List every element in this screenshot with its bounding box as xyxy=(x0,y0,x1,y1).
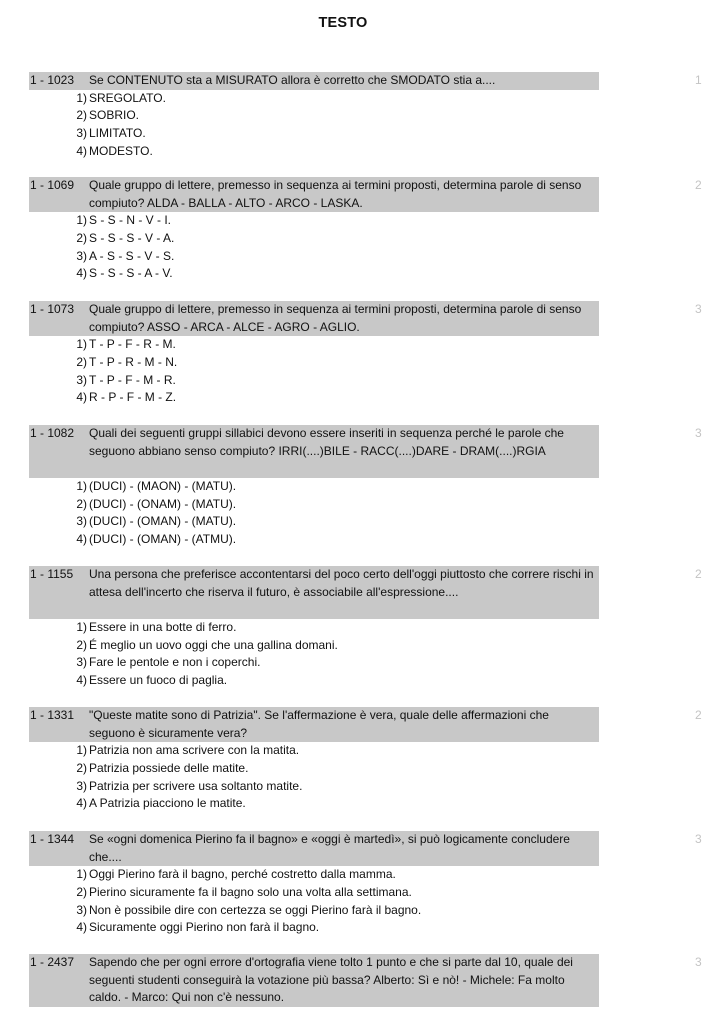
answer-number: 1) xyxy=(76,620,87,635)
answer-option xyxy=(29,919,724,937)
question-item xyxy=(29,425,724,549)
answer-number: 4) xyxy=(76,143,87,158)
answer-number: 4) xyxy=(76,920,87,935)
answer-number: 2) xyxy=(76,231,87,246)
answer-text: S - S - S - A - V. xyxy=(89,266,173,281)
answer-text: Pierino sicuramente fa il bagno solo una volta alla settimana. xyxy=(89,885,412,900)
question-text-wrap xyxy=(89,566,599,619)
question-item xyxy=(29,707,724,813)
question-points: 3 xyxy=(695,832,702,846)
answer-option xyxy=(29,884,724,902)
answer-option xyxy=(29,866,724,884)
question-id: 1 - 1344 xyxy=(30,832,75,846)
blank-line xyxy=(89,460,595,478)
question-item xyxy=(29,954,724,1007)
answer-option xyxy=(29,513,724,531)
answer-text: SREGOLATO. xyxy=(89,90,166,105)
answer-list xyxy=(29,866,724,937)
question-text: Se CONTENUTO sta a MISURATO allora è corretto che SMODATO stia a.... xyxy=(89,73,496,87)
answer-number: 4) xyxy=(76,796,87,811)
answer-number: 2) xyxy=(76,355,87,370)
question-item xyxy=(29,831,724,937)
answer-number: 1) xyxy=(76,479,87,494)
answer-option xyxy=(29,336,724,354)
answer-text: A Patrizia piacciono le matite. xyxy=(89,796,246,811)
question-header xyxy=(29,425,599,478)
answer-text: S - S - N - V - I. xyxy=(89,213,172,228)
answer-text: R - P - F - M - Z. xyxy=(89,390,177,405)
answer-option xyxy=(29,90,724,108)
answer-number: 4) xyxy=(76,390,87,405)
question-points: 2 xyxy=(695,708,702,722)
answer-option xyxy=(29,125,724,143)
question-header xyxy=(29,831,599,866)
answer-text: Oggi Pierino farà il bagno, perché costretto dalla mamma. xyxy=(89,867,396,882)
answer-option xyxy=(29,637,724,655)
question-points: 3 xyxy=(695,426,702,440)
answer-option xyxy=(29,265,724,283)
question-header xyxy=(29,566,599,619)
question-points: 3 xyxy=(695,955,702,969)
answer-option xyxy=(29,372,724,390)
answer-option xyxy=(29,531,724,549)
answer-number: 3) xyxy=(76,514,87,529)
question-id: 1 - 1155 xyxy=(30,567,74,581)
answer-option xyxy=(29,778,724,796)
answer-number: 3) xyxy=(76,248,87,263)
answer-list xyxy=(29,478,724,549)
question-text: Una persona che preferisce accontentarsi del poco certo dell'oggi piuttosto che correre rischi in attesa dell'incerto che riserva il futuro, è associabile all'espressione.... xyxy=(89,567,594,599)
question-id: 1 - 1073 xyxy=(30,302,75,316)
answer-option xyxy=(29,902,724,920)
question-header xyxy=(29,707,599,742)
answer-list xyxy=(29,619,724,690)
answer-option xyxy=(29,760,724,778)
answer-text: MODESTO. xyxy=(89,143,153,158)
question-text: "Queste matite sono di Patrizia". Se l'affermazione è vera, quale delle affermazioni che seguono è sicuramente vera? xyxy=(89,708,549,740)
page-title: TESTO xyxy=(318,15,368,31)
answer-option xyxy=(29,795,724,813)
question-points: 2 xyxy=(695,567,702,581)
answer-option xyxy=(29,389,724,407)
answer-number: 1) xyxy=(76,337,87,352)
question-points: 3 xyxy=(695,302,702,316)
answer-option xyxy=(29,354,724,372)
answer-option xyxy=(29,672,724,690)
answer-text: Patrizia non ama scrivere con la matita. xyxy=(89,743,300,758)
answer-text: (DUCI) - (MAON) - (MATU). xyxy=(89,479,237,494)
question-item xyxy=(29,177,724,283)
answer-text: Sicuramente oggi Pierino non farà il bagno. xyxy=(89,920,320,935)
answer-text: Patrizia per scrivere usa soltanto matite. xyxy=(89,778,303,793)
answer-list xyxy=(29,336,724,407)
question-text: Quale gruppo di lettere, premesso in sequenza ai termini proposti, determina parole di senso compiuto? ASSO - ARCA - ALCE - AGRO - AGLIO. xyxy=(89,302,582,334)
answer-number: 4) xyxy=(76,532,87,547)
question-id: 1 - 1082 xyxy=(30,426,75,440)
answer-option xyxy=(29,496,724,514)
answer-option xyxy=(29,143,724,161)
answer-text: Patrizia possiede delle matite. xyxy=(89,761,249,776)
answer-number: 2) xyxy=(76,885,87,900)
question-text-wrap xyxy=(89,425,599,478)
question-header xyxy=(29,954,599,1007)
question-id: 1 - 1069 xyxy=(30,178,75,192)
answer-option xyxy=(29,478,724,496)
answer-text: (DUCI) - (OMAN) - (MATU). xyxy=(89,514,237,529)
answer-option xyxy=(29,619,724,637)
answer-option xyxy=(29,230,724,248)
answer-text: T - P - F - R - M. xyxy=(89,337,176,352)
answer-number: 3) xyxy=(76,778,87,793)
answer-text: Essere un fuoco di paglia. xyxy=(89,673,228,688)
question-header xyxy=(29,177,599,212)
answer-text: T - P - F - M - R. xyxy=(89,372,176,387)
answer-list xyxy=(29,212,724,283)
answer-number: 2) xyxy=(76,637,87,652)
question-item xyxy=(29,72,724,160)
question-item xyxy=(29,301,724,407)
question-text: Quali dei seguenti gruppi sillabici devono essere inseriti in sequenza perché le parole che seguono abbiano senso compiuto? IRRI(....)BILE - RACC(....)DARE - DRAM(....)RGIA xyxy=(89,426,564,458)
blank-line xyxy=(89,601,595,619)
answer-text: T - P - R - M - N. xyxy=(89,355,178,370)
question-text: Quale gruppo di lettere, premesso in sequenza ai termini proposti, determina parole di senso compiuto? ALDA - BALLA - ALTO - ARCO - LASKA. xyxy=(89,178,582,210)
answer-number: 4) xyxy=(76,266,87,281)
question-id: 1 - 1023 xyxy=(30,73,75,87)
answer-number: 2) xyxy=(76,496,87,511)
answer-text: É meglio un uovo oggi che una gallina domani. xyxy=(89,637,338,652)
answer-number: 1) xyxy=(76,213,87,228)
answer-text: SOBRIO. xyxy=(89,108,140,123)
answer-number: 1) xyxy=(76,90,87,105)
answer-list xyxy=(29,90,724,161)
answer-text: Non è possibile dire con certezza se oggi Pierino farà il bagno. xyxy=(89,902,422,917)
question-id: 1 - 1331 xyxy=(30,708,75,722)
answer-number: 3) xyxy=(76,126,87,141)
question-text: Se «ogni domenica Pierino fa il bagno» e «oggi è martedì», si può logicamente concludere che.... xyxy=(89,832,570,864)
answer-number: 3) xyxy=(76,655,87,670)
answer-option xyxy=(29,107,724,125)
answer-list xyxy=(29,742,724,813)
answer-option xyxy=(29,212,724,230)
answer-text: S - S - S - V - A. xyxy=(89,231,175,246)
question-item xyxy=(29,566,724,690)
answer-number: 1) xyxy=(76,867,87,882)
question-id: 1 - 2437 xyxy=(30,955,75,969)
question-points: 1 xyxy=(695,73,702,87)
answer-text: (DUCI) - (OMAN) - (ATMU). xyxy=(89,532,237,547)
question-header xyxy=(29,72,599,90)
answer-option xyxy=(29,248,724,266)
answer-text: (DUCI) - (ONAM) - (MATU). xyxy=(89,496,237,511)
answer-option xyxy=(29,742,724,760)
answer-number: 2) xyxy=(76,108,87,123)
answer-number: 2) xyxy=(76,761,87,776)
answer-text: Fare le pentole e non i coperchi. xyxy=(89,655,261,670)
answer-number: 3) xyxy=(76,372,87,387)
answer-text: Essere in una botte di ferro. xyxy=(89,620,237,635)
question-header xyxy=(29,301,599,336)
answer-number: 4) xyxy=(76,673,87,688)
answer-option xyxy=(29,654,724,672)
answer-text: A - S - S - V - S. xyxy=(89,248,175,263)
question-points: 2 xyxy=(695,178,702,192)
answer-text: LIMITATO. xyxy=(89,126,146,141)
answer-number: 1) xyxy=(76,743,87,758)
answer-number: 3) xyxy=(76,902,87,917)
question-text: Sapendo che per ogni errore d'ortografia viene tolto 1 punto e che si parte dal 10, quale dei seguenti studenti conseguirà la votazione più bassa? Alberto: Sì e nò! - Michele: Fa molto caldo. - Marco: Qui non c'è nessuno. xyxy=(89,955,573,1005)
